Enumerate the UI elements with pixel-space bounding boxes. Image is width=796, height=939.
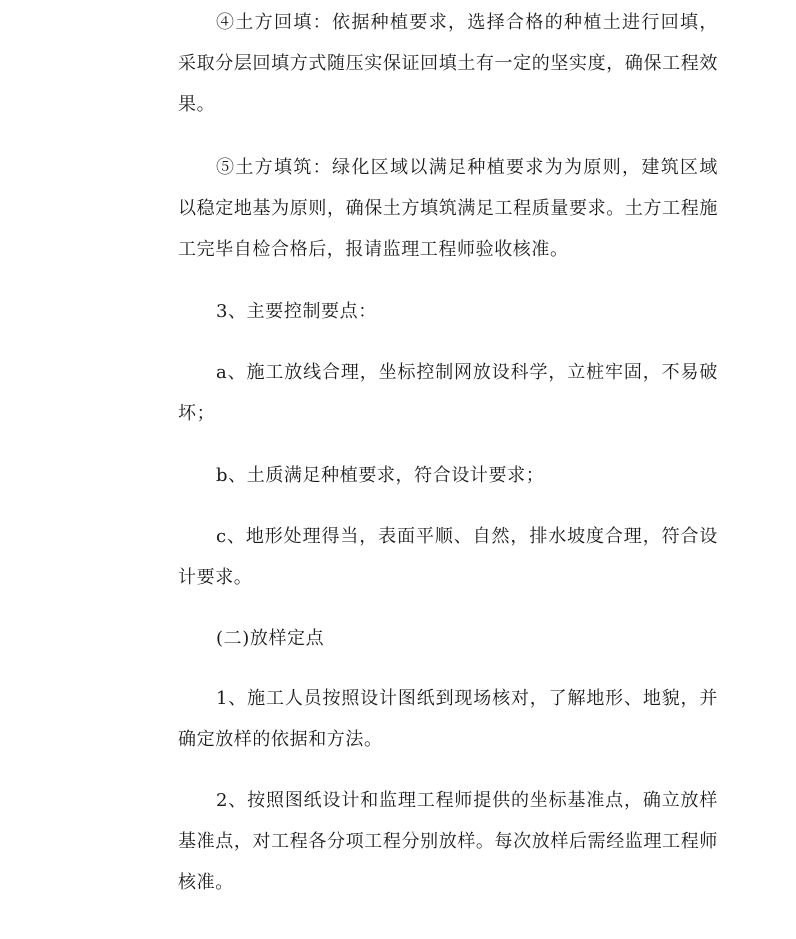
section-heading-staking: (二)放样定点 — [216, 628, 325, 649]
paragraph-staking-step-1: 1、施工人员按照设计图纸到现场核对，了解地形、地貌，并确定放样的依据和方法。 — [178, 688, 718, 750]
list-item-b: b、土质满足种植要求，符合设计要求； — [216, 465, 545, 486]
list-item-c: c、地形处理得当，表面平顺、自然，排水坡度合理，符合设计要求。 — [178, 526, 718, 588]
paragraph-backfill: ④土方回填：依据种植要求，选择合格的种植土进行回填，采取分层回填方式随压实保证回填土有一定的坚实度，确保工程效果。 — [178, 12, 718, 115]
paragraph-staking-step-2: 2、按照图纸设计和监理工程师提供的坐标基准点，确立放样基准点，对工程各分项工程分别放样。每次放样后需经监理工程师核准。 — [178, 790, 718, 893]
paragraph-earth-filling: ⑤土方填筑：绿化区域以满足种植要求为为原则，建筑区域以稳定地基为原则，确保土方填筑满足工程质量要求。土方工程施工完毕自检合格后，报请监理工程师验收核准。 — [178, 157, 718, 260]
heading-key-control-points: 3、主要控制要点： — [216, 301, 377, 322]
list-item-a: a、施工放线合理，坐标控制网放设科学，立桩牢固，不易破坏； — [178, 362, 718, 424]
